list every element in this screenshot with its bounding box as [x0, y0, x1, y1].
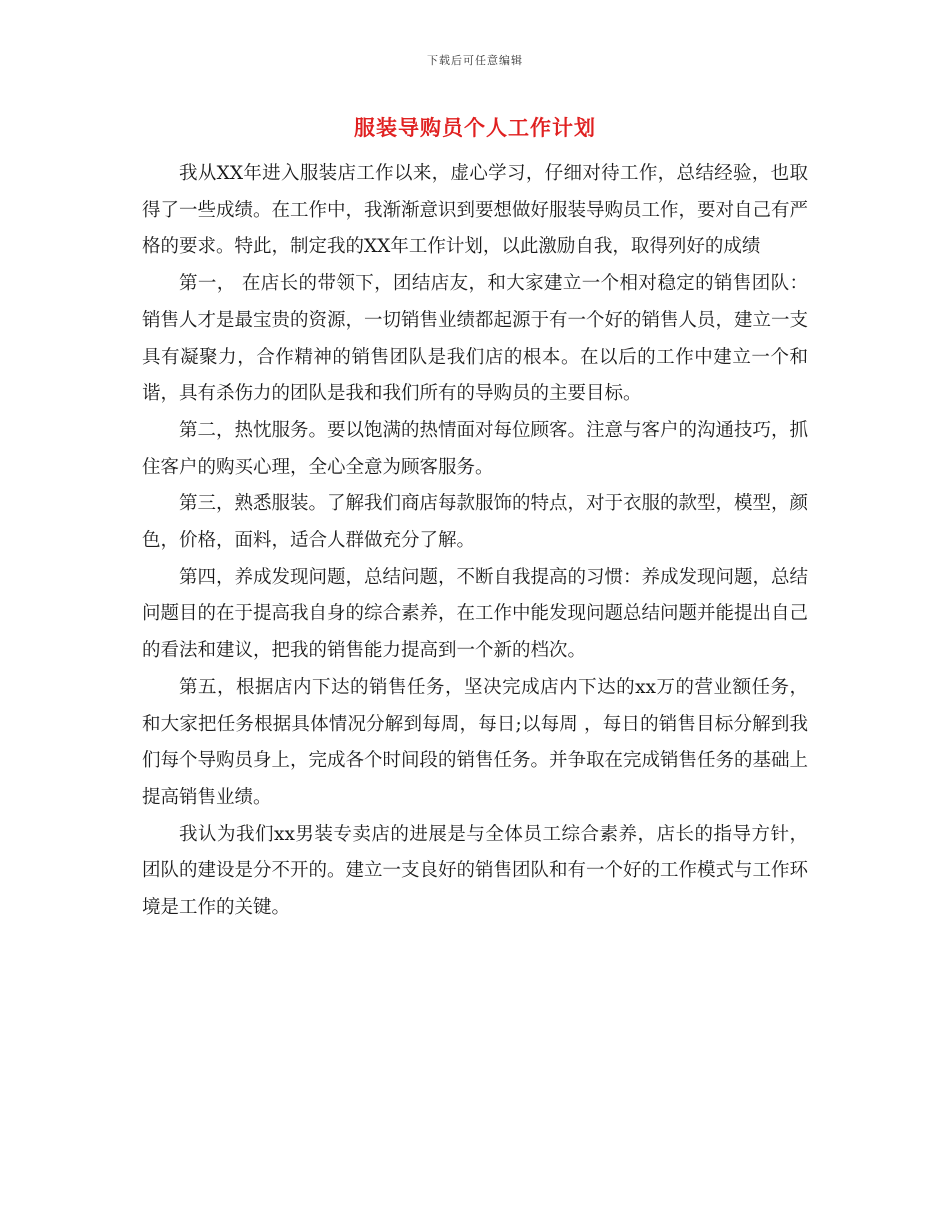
document-title: 服装导购员个人工作计划: [354, 115, 596, 140]
paragraph-point-1: 第一， 在店长的带领下，团结店友，和大家建立一个相对稳定的销售团队：销售人才是最宝贵的资源，一切销售业绩都起源于有一个好的销售人员，建立一支具有凝聚力，合作精神的销售团队是我们店的根本。在以后的工作中建立一个和谐，具有杀伤力的团队是我和我们所有的导购员的主要目标。: [142, 273, 809, 405]
document-body: [142, 156, 808, 927]
paragraph-intro: 我从XX年进入服装店工作以来，虚心学习，仔细对待工作，总结经验，也取得了一些成绩。在工作中，我渐渐意识到要想做好服装导购员工作，要对自己有严格的要求。特此，制定我的XX年工作计划，以此激励自我，取得列好的成绩: [142, 163, 809, 258]
paragraph-point-3: 第三，熟悉服装。了解我们商店每款服饰的特点，对于衣服的款型，模型，颜色，价格，面料，适合人群做充分了解。: [142, 493, 809, 552]
paragraph-point-2: 第二，热忱服务。要以饱满的热情面对每位顾客。注意与客户的沟通技巧，抓住客户的购买心理，全心全意为顾客服务。: [142, 419, 809, 478]
paragraph-conclusion: 我认为我们xx男装专卖店的进展是与全体员工综合素养，店长的指导方针，团队的建设是分不开的。建立一支良好的销售团队和有一个好的工作模式与工作环境是工作的关键。: [142, 823, 809, 919]
paragraph-point-5: 第五，根据店内下达的销售任务，坚决完成店内下达的xx万的营业额任务，和大家把任务根据具体情况分解到每周，每日;以每周 ，每日的销售目标分解到我们每个导购员身上，完成各个时间段的销售任务。并争取在完成销售任务的基础上提高销售业绩。: [142, 676, 809, 808]
paragraph-point-4: 第四，养成发现问题，总结问题，不断自我提高的习惯：养成发现问题，总结问题目的在于提高我自身的综合素养，在工作中能发现问题总结问题并能提出自己的看法和建议，把我的销售能力提高到一个新的档次。: [142, 566, 809, 662]
page-header-note: 下载后可任意编辑: [427, 54, 523, 67]
